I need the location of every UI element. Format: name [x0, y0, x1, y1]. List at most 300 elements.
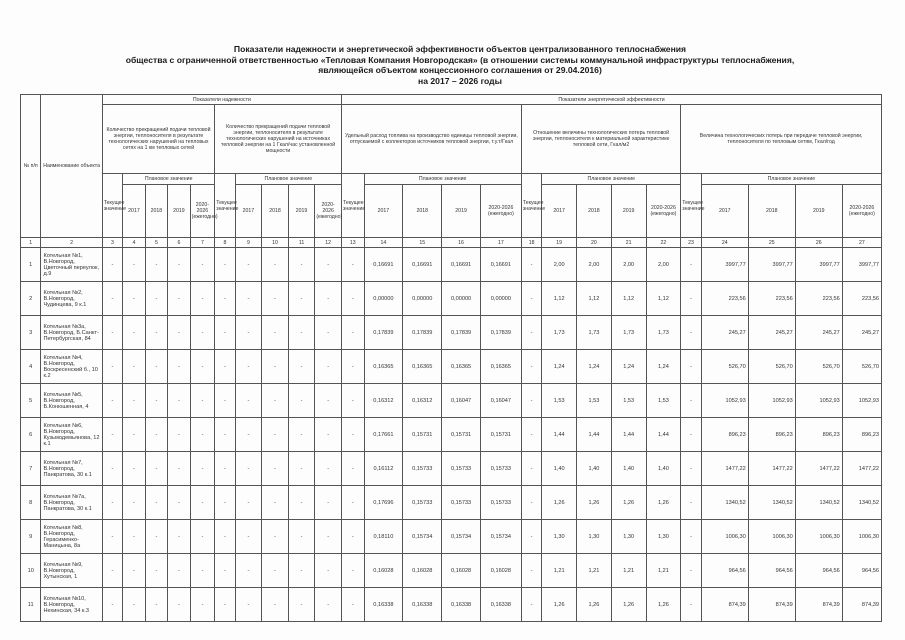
fuel-value-cell: 0,16365: [442, 350, 481, 384]
empty-value-cell: -: [315, 588, 342, 622]
table-row: [21, 520, 882, 554]
loss-value-cell: 964,56: [842, 554, 881, 588]
current-value-cell: -: [681, 554, 701, 588]
row-number-cell: 9: [21, 520, 41, 554]
empty-value-cell: -: [168, 452, 190, 486]
loss-value-cell: 223,56: [795, 282, 842, 316]
loss-value-cell: 526,70: [748, 350, 795, 384]
loss-value-cell: 3997,77: [701, 248, 748, 282]
empty-value-cell: -: [168, 282, 190, 316]
empty-value-cell: -: [168, 554, 190, 588]
empty-value-cell: -: [288, 588, 315, 622]
empty-value-cell: -: [123, 350, 145, 384]
ratio-value-cell: 2,00: [542, 248, 577, 282]
empty-value-cell: -: [235, 316, 262, 350]
current-value-cell: -: [681, 588, 701, 622]
empty-value-cell: -: [262, 418, 289, 452]
fuel-value-cell: 0,15733: [480, 486, 521, 520]
current-value-cell: -: [342, 588, 364, 622]
row-number-cell: 3: [21, 316, 41, 350]
loss-value-cell: 245,27: [795, 316, 842, 350]
header-year-cell: 2020-2026 (ежегодно): [480, 185, 521, 238]
fuel-value-cell: 0,17839: [442, 316, 481, 350]
column-number-cell: 17: [480, 238, 521, 248]
empty-value-cell: -: [168, 248, 190, 282]
column-number-cell: 21: [611, 238, 646, 248]
empty-value-cell: -: [262, 384, 289, 418]
header-heat-losses: Величина технологических потерь при передаче тепловой энергии, теплоносителя по тепловым сетям, Гкал/год: [681, 105, 882, 174]
empty-value-cell: -: [215, 384, 235, 418]
loss-value-cell: 3997,77: [795, 248, 842, 282]
title-line: являющейся объектом концессионного соглашения от 29.04.2016): [318, 65, 602, 76]
header-year-cell: 2018: [262, 185, 289, 238]
empty-value-cell: -: [262, 452, 289, 486]
loss-value-cell: 223,56: [748, 282, 795, 316]
empty-value-cell: -: [215, 452, 235, 486]
current-value-cell: -: [521, 384, 541, 418]
table-row: [21, 418, 882, 452]
current-value-cell: -: [681, 452, 701, 486]
loss-value-cell: 874,39: [748, 588, 795, 622]
fuel-value-cell: 0,16028: [480, 554, 521, 588]
fuel-value-cell: 0,16338: [364, 588, 403, 622]
current-value-cell: -: [342, 350, 364, 384]
header-year-cell: 2017: [235, 185, 262, 238]
current-value-cell: -: [521, 588, 541, 622]
fuel-value-cell: 0,15733: [442, 486, 481, 520]
fuel-value-cell: 0,15733: [480, 452, 521, 486]
empty-value-cell: -: [168, 588, 190, 622]
header-year-cell: 2020-2026 (ежегодно): [190, 185, 215, 238]
empty-value-cell: -: [315, 452, 342, 486]
column-number-cell: 23: [681, 238, 701, 248]
ratio-value-cell: 1,73: [542, 316, 577, 350]
empty-value-cell: -: [145, 486, 167, 520]
column-number-cell: 27: [842, 238, 881, 248]
current-value-cell: -: [521, 350, 541, 384]
ratio-value-cell: 1,44: [611, 418, 646, 452]
empty-value-cell: -: [262, 282, 289, 316]
loss-value-cell: 874,39: [795, 588, 842, 622]
empty-value-cell: -: [235, 588, 262, 622]
fuel-value-cell: 0,15734: [403, 520, 442, 554]
loss-value-cell: 1052,93: [842, 384, 881, 418]
empty-value-cell: -: [235, 282, 262, 316]
empty-value-cell: -: [315, 384, 342, 418]
current-value-cell: -: [521, 486, 541, 520]
loss-value-cell: 1006,30: [795, 520, 842, 554]
header-fuel-consumption: Удельный расход топлива на производство единицы тепловой энергии, отпускаемой с коллекторов источников тепловой энергии, т.у.т/Гкал: [342, 105, 522, 174]
ratio-value-cell: 1,30: [577, 520, 612, 554]
loss-value-cell: 896,23: [795, 418, 842, 452]
empty-value-cell: -: [235, 486, 262, 520]
current-value-cell: -: [681, 418, 701, 452]
object-name-cell: Котельная №7а, В.Новгород, Панкратова, 30 к.1: [41, 486, 102, 520]
empty-value-cell: -: [190, 554, 215, 588]
empty-value-cell: -: [102, 248, 122, 282]
table-row: [21, 350, 882, 384]
ratio-value-cell: 1,53: [646, 384, 681, 418]
header-current-value: Текущее значение: [681, 174, 701, 238]
fuel-value-cell: 0,15734: [480, 520, 521, 554]
empty-value-cell: -: [262, 486, 289, 520]
fuel-value-cell: 0,16028: [364, 554, 403, 588]
row-number-cell: 8: [21, 486, 41, 520]
empty-value-cell: -: [145, 316, 167, 350]
loss-value-cell: 526,70: [842, 350, 881, 384]
loss-value-cell: 1052,93: [795, 384, 842, 418]
ratio-value-cell: 1,44: [646, 418, 681, 452]
header-plan-value: Плановое значение: [542, 174, 681, 185]
row-number-cell: 10: [21, 554, 41, 588]
ratio-value-cell: 1,44: [542, 418, 577, 452]
ratio-value-cell: 1,44: [577, 418, 612, 452]
empty-value-cell: -: [288, 554, 315, 588]
empty-value-cell: -: [262, 520, 289, 554]
column-number-cell: 10: [262, 238, 289, 248]
current-value-cell: -: [681, 384, 701, 418]
empty-value-cell: -: [288, 248, 315, 282]
table-body: [21, 248, 882, 622]
empty-value-cell: -: [288, 384, 315, 418]
empty-value-cell: -: [315, 418, 342, 452]
header-year-cell: 2019: [611, 185, 646, 238]
ratio-value-cell: 1,73: [577, 316, 612, 350]
empty-value-cell: -: [262, 554, 289, 588]
empty-value-cell: -: [102, 588, 122, 622]
ratio-value-cell: 1,40: [577, 452, 612, 486]
header-year-cell: 2018: [748, 185, 795, 238]
fuel-value-cell: 0,16365: [403, 350, 442, 384]
column-number-cell: 7: [190, 238, 215, 248]
column-number-cell: 12: [315, 238, 342, 248]
empty-value-cell: -: [288, 282, 315, 316]
ratio-value-cell: 1,12: [542, 282, 577, 316]
fuel-value-cell: 0,16338: [480, 588, 521, 622]
current-value-cell: -: [521, 248, 541, 282]
ratio-value-cell: 1,12: [577, 282, 612, 316]
loss-value-cell: 1006,30: [748, 520, 795, 554]
object-name-cell: Котельная №3а, В.Новгород, Б.Санкт-Петербургская, 84: [41, 316, 102, 350]
empty-value-cell: -: [168, 384, 190, 418]
ratio-value-cell: 1,21: [611, 554, 646, 588]
fuel-value-cell: 0,16691: [403, 248, 442, 282]
loss-value-cell: 1340,52: [842, 486, 881, 520]
loss-value-cell: 526,70: [701, 350, 748, 384]
ratio-value-cell: 1,73: [611, 316, 646, 350]
empty-value-cell: -: [215, 418, 235, 452]
empty-value-cell: -: [190, 350, 215, 384]
fuel-value-cell: 0,16338: [403, 588, 442, 622]
empty-value-cell: -: [145, 350, 167, 384]
current-value-cell: -: [521, 520, 541, 554]
empty-value-cell: -: [215, 350, 235, 384]
header-current-value: Текущее значение: [215, 174, 235, 238]
empty-value-cell: -: [288, 486, 315, 520]
empty-value-cell: -: [123, 452, 145, 486]
table-row: [21, 282, 882, 316]
current-value-cell: -: [681, 486, 701, 520]
loss-value-cell: 1340,52: [701, 486, 748, 520]
loss-value-cell: 896,23: [842, 418, 881, 452]
row-number-cell: 6: [21, 418, 41, 452]
fuel-value-cell: 0,17839: [364, 316, 403, 350]
ratio-value-cell: 1,26: [577, 486, 612, 520]
loss-value-cell: 223,56: [701, 282, 748, 316]
empty-value-cell: -: [123, 554, 145, 588]
header-year-cell: 2019: [288, 185, 315, 238]
empty-value-cell: -: [215, 316, 235, 350]
header-year-cell: 2020-2026 (ежегодно): [842, 185, 881, 238]
fuel-value-cell: 0,16691: [480, 248, 521, 282]
fuel-value-cell: 0,15731: [480, 418, 521, 452]
column-number-cell: 5: [145, 238, 167, 248]
ratio-value-cell: 1,12: [646, 282, 681, 316]
empty-value-cell: -: [288, 418, 315, 452]
current-value-cell: -: [681, 282, 701, 316]
ratio-value-cell: 1,21: [646, 554, 681, 588]
empty-value-cell: -: [235, 350, 262, 384]
column-number-cell: 13: [342, 238, 364, 248]
ratio-value-cell: 1,26: [542, 588, 577, 622]
empty-value-cell: -: [288, 520, 315, 554]
empty-value-cell: -: [262, 588, 289, 622]
header-column-numbers: [21, 238, 882, 248]
fuel-value-cell: 0,17839: [480, 316, 521, 350]
header-reliability-group: Показатели надежности: [102, 95, 341, 105]
current-value-cell: -: [342, 554, 364, 588]
loss-value-cell: 1477,22: [748, 452, 795, 486]
empty-value-cell: -: [123, 418, 145, 452]
current-value-cell: -: [342, 452, 364, 486]
empty-value-cell: -: [315, 248, 342, 282]
header-year-cell: 2018: [145, 185, 167, 238]
fuel-value-cell: 0,16691: [442, 248, 481, 282]
header-year-cell: 2018: [577, 185, 612, 238]
header-year-cell: 2017: [701, 185, 748, 238]
loss-value-cell: 223,56: [842, 282, 881, 316]
header-year-cell: 2017: [123, 185, 145, 238]
header-object-name: Наименование объекта: [41, 95, 102, 238]
column-number-cell: 16: [442, 238, 481, 248]
ratio-value-cell: 1,24: [577, 350, 612, 384]
ratio-value-cell: 1,53: [542, 384, 577, 418]
empty-value-cell: -: [215, 486, 235, 520]
loss-value-cell: 896,23: [748, 418, 795, 452]
loss-value-cell: 1477,22: [701, 452, 748, 486]
title-line: на 2017 – 2026 годы: [418, 75, 502, 86]
empty-value-cell: -: [190, 520, 215, 554]
column-number-cell: 22: [646, 238, 681, 248]
ratio-value-cell: 2,00: [611, 248, 646, 282]
row-number-cell: 7: [21, 452, 41, 486]
ratio-value-cell: 1,26: [542, 486, 577, 520]
current-value-cell: -: [342, 486, 364, 520]
fuel-value-cell: 0,16312: [364, 384, 403, 418]
loss-value-cell: 1006,30: [842, 520, 881, 554]
ratio-value-cell: 1,40: [542, 452, 577, 486]
empty-value-cell: -: [102, 520, 122, 554]
loss-value-cell: 874,39: [842, 588, 881, 622]
ratio-value-cell: 1,26: [611, 486, 646, 520]
object-name-cell: Котельная №8, В.Новгород, Герасименко-Маницына, 8а: [41, 520, 102, 554]
ratio-value-cell: 2,00: [646, 248, 681, 282]
ratio-value-cell: 1,21: [577, 554, 612, 588]
header-years-row: [21, 185, 882, 238]
table-row: [21, 316, 882, 350]
empty-value-cell: -: [315, 350, 342, 384]
empty-value-cell: -: [235, 248, 262, 282]
column-number-cell: 6: [168, 238, 190, 248]
empty-value-cell: -: [168, 316, 190, 350]
fuel-value-cell: 0,00000: [403, 282, 442, 316]
header-current-value: Текущее значение: [342, 174, 364, 238]
fuel-value-cell: 0,16028: [442, 554, 481, 588]
fuel-value-cell: 0,17839: [403, 316, 442, 350]
column-number-cell: 20: [577, 238, 612, 248]
column-number-cell: 2: [41, 238, 102, 248]
empty-value-cell: -: [145, 520, 167, 554]
fuel-value-cell: 0,16312: [403, 384, 442, 418]
ratio-value-cell: 1,26: [577, 588, 612, 622]
empty-value-cell: -: [190, 486, 215, 520]
ratio-value-cell: 1,24: [646, 350, 681, 384]
empty-value-cell: -: [102, 316, 122, 350]
empty-value-cell: -: [102, 384, 122, 418]
empty-value-cell: -: [102, 452, 122, 486]
empty-value-cell: -: [190, 282, 215, 316]
header-row-number: № п/п: [21, 95, 41, 238]
current-value-cell: -: [521, 282, 541, 316]
empty-value-cell: -: [145, 248, 167, 282]
column-number-cell: 25: [748, 238, 795, 248]
empty-value-cell: -: [145, 384, 167, 418]
fuel-value-cell: 0,15731: [403, 418, 442, 452]
row-number-cell: 5: [21, 384, 41, 418]
current-value-cell: -: [342, 384, 364, 418]
loss-value-cell: 526,70: [795, 350, 842, 384]
header-year-cell: 2020-2026 (ежегодно): [315, 185, 342, 238]
header-year-cell: 2020-2026 (ежегодно): [646, 185, 681, 238]
fuel-value-cell: 0,16365: [480, 350, 521, 384]
fuel-value-cell: 0,17661: [364, 418, 403, 452]
empty-value-cell: -: [145, 418, 167, 452]
empty-value-cell: -: [123, 588, 145, 622]
ratio-value-cell: 1,24: [611, 350, 646, 384]
current-value-cell: -: [342, 316, 364, 350]
header-loss-ratio: Отношение величины технологических потерь тепловой энергии, теплоносителя к материальной характеристике тепловой сети, Гкал/м2: [521, 105, 680, 174]
header-year-cell: 2019: [442, 185, 481, 238]
loss-value-cell: 1340,52: [795, 486, 842, 520]
empty-value-cell: -: [123, 384, 145, 418]
empty-value-cell: -: [102, 282, 122, 316]
empty-value-cell: -: [262, 350, 289, 384]
empty-value-cell: -: [102, 350, 122, 384]
empty-value-cell: -: [102, 554, 122, 588]
empty-value-cell: -: [190, 452, 215, 486]
fuel-value-cell: 0,15733: [403, 452, 442, 486]
ratio-value-cell: 1,73: [646, 316, 681, 350]
ratio-value-cell: 1,30: [646, 520, 681, 554]
ratio-value-cell: 1,30: [542, 520, 577, 554]
current-value-cell: -: [681, 520, 701, 554]
empty-value-cell: -: [262, 316, 289, 350]
header-plan-value: Плановое значение: [701, 174, 881, 185]
table-row: [21, 554, 882, 588]
object-name-cell: Котельная №5, В.Новгород, Б.Конюшенная, 4: [41, 384, 102, 418]
loss-value-cell: 3997,77: [842, 248, 881, 282]
fuel-value-cell: 0,15733: [403, 486, 442, 520]
empty-value-cell: -: [315, 486, 342, 520]
empty-value-cell: -: [235, 418, 262, 452]
empty-value-cell: -: [288, 452, 315, 486]
header-current-value: Текущее значение: [102, 174, 122, 238]
loss-value-cell: 896,23: [701, 418, 748, 452]
fuel-value-cell: 0,16047: [480, 384, 521, 418]
empty-value-cell: -: [123, 520, 145, 554]
ratio-value-cell: 1,26: [646, 588, 681, 622]
object-name-cell: Котельная №1, В.Новгород, Цветочный переулок, д.9: [41, 248, 102, 282]
loss-value-cell: 1477,22: [842, 452, 881, 486]
document-title: [100, 44, 820, 86]
empty-value-cell: -: [235, 520, 262, 554]
column-number-cell: 26: [795, 238, 842, 248]
empty-value-cell: -: [190, 418, 215, 452]
empty-value-cell: -: [168, 520, 190, 554]
object-name-cell: Котельная №9, В.Новгород, Хутынская, 1: [41, 554, 102, 588]
column-number-cell: 8: [215, 238, 235, 248]
ratio-value-cell: 1,40: [611, 452, 646, 486]
fuel-value-cell: 0,15733: [442, 452, 481, 486]
ratio-value-cell: 1,24: [542, 350, 577, 384]
object-name-cell: Котельная №10, В.Новгород, Нехинская, 34 к.3: [41, 588, 102, 622]
header-year-cell: 2019: [795, 185, 842, 238]
table-row: [21, 452, 882, 486]
fuel-value-cell: 0,16028: [403, 554, 442, 588]
fuel-value-cell: 0,17696: [364, 486, 403, 520]
empty-value-cell: -: [315, 282, 342, 316]
current-value-cell: -: [342, 248, 364, 282]
loss-value-cell: 3997,77: [748, 248, 795, 282]
loss-value-cell: 1052,93: [748, 384, 795, 418]
empty-value-cell: -: [190, 316, 215, 350]
column-number-cell: 4: [123, 238, 145, 248]
fuel-value-cell: 0,18110: [364, 520, 403, 554]
empty-value-cell: -: [315, 316, 342, 350]
current-value-cell: -: [681, 248, 701, 282]
object-name-cell: Котельная №6, В.Новгород, Кузьмодемьянова, 12 к.1: [41, 418, 102, 452]
empty-value-cell: -: [190, 248, 215, 282]
empty-value-cell: -: [123, 316, 145, 350]
ratio-value-cell: 1,53: [611, 384, 646, 418]
ratio-value-cell: 2,00: [577, 248, 612, 282]
column-number-cell: 14: [364, 238, 403, 248]
empty-value-cell: -: [288, 316, 315, 350]
empty-value-cell: -: [190, 384, 215, 418]
current-value-cell: -: [342, 520, 364, 554]
header-efficiency-group: Показатели энергетической эффективности: [342, 95, 882, 105]
header-plan-value: Плановое значение: [123, 174, 215, 185]
header-source-interruptions: Количество прекращений подачи тепловой энергии, теплоносителя в результате технологических нарушений на источниках тепловой энергии на 1 Гкал/час установленной мощности: [215, 105, 342, 174]
ratio-value-cell: 1,12: [611, 282, 646, 316]
empty-value-cell: -: [215, 520, 235, 554]
column-number-cell: 18: [521, 238, 541, 248]
loss-value-cell: 1477,22: [795, 452, 842, 486]
object-name-cell: Котельная №4, В.Новгород, Воскресенский б., 10 к.2: [41, 350, 102, 384]
fuel-value-cell: 0,16365: [364, 350, 403, 384]
column-number-cell: 15: [403, 238, 442, 248]
loss-value-cell: 964,56: [795, 554, 842, 588]
